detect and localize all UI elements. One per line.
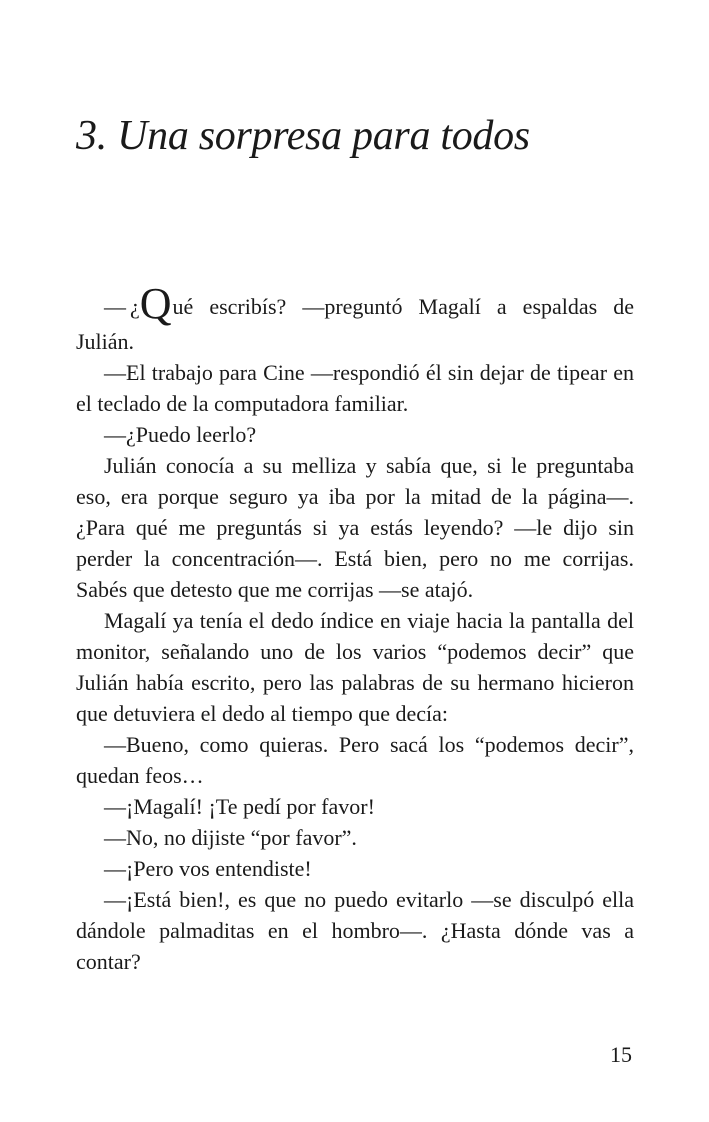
paragraph: Julián conocía a su melliza y sabía que, si le preguntaba eso, era porque seguro ya iba por la mitad de la página—. ¿Para qué me preguntás si ya estás leyendo? —le dijo sin perder la concentración—. Está bien, pero no me corrijas. Sabés que detesto que me corrijas —se atajó. xyxy=(76,453,634,602)
opening-inverted-question: ¿ xyxy=(130,294,140,319)
paragraph: —Bueno, como quieras. Pero sacá los “podemos decir”, quedan feos… xyxy=(76,732,634,788)
paragraph: —No, no dijiste “por favor”. xyxy=(104,825,357,850)
paragraph: —¡Está bien!, es que no puedo evitarlo —se disculpó ella dándole palmaditas en el hombro—. ¿Hasta dónde vas a contar? xyxy=(76,887,634,974)
paragraph: —¿Puedo leerlo? xyxy=(104,422,257,447)
drop-letter: Q xyxy=(139,279,172,328)
chapter-title: 3. Una sorpresa para todos xyxy=(76,113,530,159)
paragraph: —¡Pero vos entendiste! xyxy=(104,856,312,881)
page-number: 15 xyxy=(610,1042,632,1067)
paragraph: —¡Magalí! ¡Te pedí por favor! xyxy=(104,794,375,819)
chapter-body xyxy=(76,279,634,977)
opening-dash: — xyxy=(104,294,126,319)
paragraph: Magalí ya tenía el dedo índice en viaje hacia la pantalla del monitor, señalando uno de los varios “podemos decir” que Julián había escrito, pero las palabras de su hermano hicieron que detuviera el dedo al tiempo que decía: xyxy=(76,608,634,726)
paragraph: —El trabajo para Cine —respondió él sin dejar de tipear en el teclado de la computadora familiar. xyxy=(76,360,634,416)
opening-paragraph xyxy=(76,279,634,357)
opening-text: ué escribís? —preguntó Magalí a espaldas de Julián. xyxy=(76,294,634,354)
